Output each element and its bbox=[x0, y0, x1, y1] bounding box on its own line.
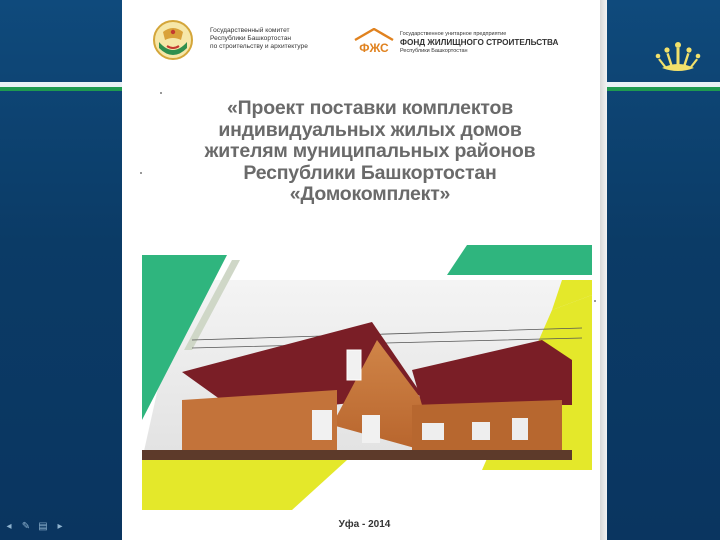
next-slide-icon[interactable]: ▸ bbox=[57, 521, 63, 532]
yellow-band-bottom bbox=[142, 460, 347, 510]
document-footer: Уфа - 2014 bbox=[338, 519, 391, 530]
window bbox=[312, 410, 332, 440]
org-line: Государственное унитарное предприятие bbox=[400, 31, 507, 37]
cover-photo-wooden-houses bbox=[122, 240, 607, 540]
title-line: индивидуальных жилых домов bbox=[218, 118, 522, 141]
window bbox=[472, 422, 490, 440]
scan-speck bbox=[140, 172, 142, 174]
org-line: Республики Башкортостан bbox=[210, 35, 292, 42]
document-page bbox=[122, 0, 607, 540]
green-band-top-right bbox=[447, 245, 592, 275]
document-right-edge bbox=[600, 0, 607, 540]
document-title bbox=[180, 98, 560, 206]
kurai-flower-emblem-icon bbox=[652, 38, 704, 78]
fzhs-logo-icon bbox=[353, 28, 395, 54]
fence bbox=[142, 450, 572, 460]
title-line: жителям муниципальных районов bbox=[204, 140, 536, 162]
title-line: «Домокомплект» bbox=[289, 183, 451, 205]
window bbox=[512, 418, 528, 440]
window bbox=[347, 350, 361, 380]
slide-nav-controls bbox=[4, 521, 65, 532]
scan-speck bbox=[160, 92, 162, 94]
org-line: Республики Башкортостан bbox=[400, 48, 468, 54]
org-line: по строительству и архитектуре bbox=[210, 43, 308, 50]
prev-slide-icon[interactable]: ◂ bbox=[6, 521, 12, 532]
fzhs-logo-text: ФЖС bbox=[359, 41, 389, 54]
title-line: Республики Башкортостан bbox=[243, 161, 497, 184]
pen-icon[interactable]: ✎ bbox=[21, 521, 31, 532]
right-organization-name bbox=[400, 31, 600, 55]
left-organization-name bbox=[210, 27, 335, 51]
bashkortostan-coat-of-arms-icon bbox=[151, 18, 195, 62]
window bbox=[422, 423, 444, 440]
org-line: Государственный комитет bbox=[210, 27, 290, 34]
title-line: «Проект поставки комплектов bbox=[227, 97, 513, 119]
org-line: ФОНД ЖИЛИЩНОГО СТРОИТЕЛЬСТВА bbox=[400, 38, 559, 47]
menu-icon[interactable]: ▤ bbox=[38, 521, 48, 532]
window bbox=[362, 415, 380, 443]
